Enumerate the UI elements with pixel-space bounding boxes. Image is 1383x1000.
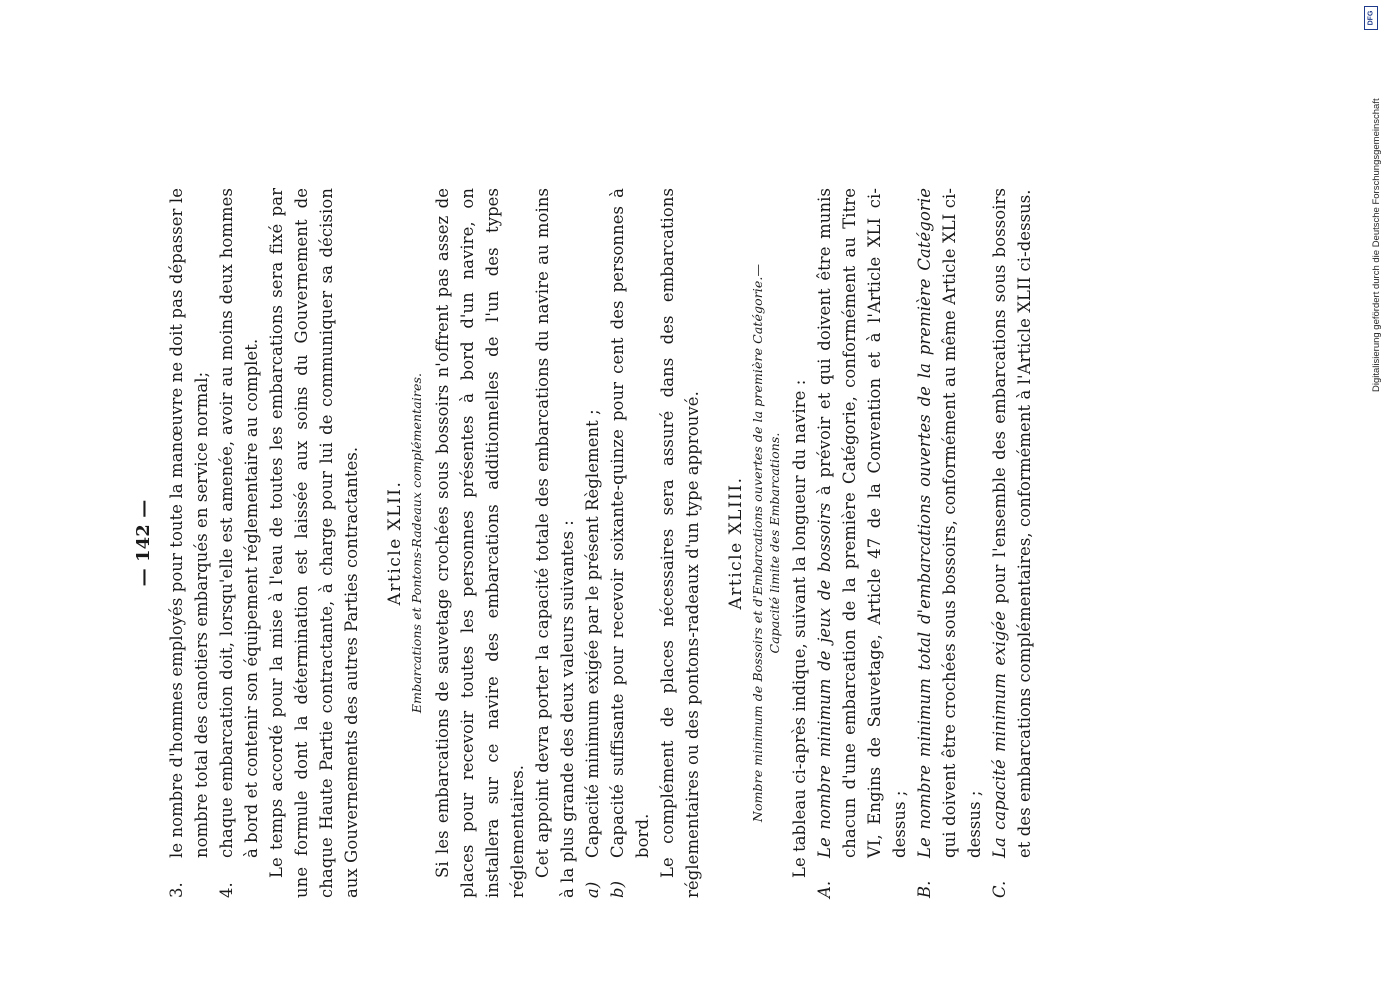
- item-text: Capacité minimum exigée par le présent Règlement ;: [583, 409, 602, 858]
- list-item-b: [605, 188, 655, 898]
- list-item-C: [987, 188, 1037, 898]
- article-42-paragraph-3: Le complément de places nécessaires sera assuré dans des embarcations réglementaires ou des pontons-radeaux d'un type approuvé.: [658, 188, 702, 898]
- list-item-a: [580, 188, 605, 898]
- dfg-watermark: [1364, 6, 1382, 406]
- list-item-4: [214, 188, 264, 898]
- page-number: — 142 —: [133, 499, 154, 587]
- item-lead: La capacité minimum exigée: [990, 610, 1009, 858]
- item-letter: B.: [915, 880, 934, 898]
- item-letter: C.: [990, 880, 1009, 898]
- item-number: 3.: [167, 882, 186, 898]
- article-43-intro: Le tableau ci-après indique, suivant la longueur du navire :: [790, 379, 809, 878]
- item-text: le nombre d'hommes employés pour toute la manœuvre ne doit pas dépasser le nombre total des canotiers embarqués en service normal;: [167, 188, 211, 858]
- item-letter: A.: [815, 880, 834, 898]
- dfg-logo: DFG: [1364, 6, 1378, 30]
- article-42-title: Article XLII.: [385, 480, 405, 606]
- item-text: qui doivent être crochées sous bossoirs, conformément au même Article XLI ci-dessus ;: [940, 188, 984, 858]
- list-item-B: [912, 188, 987, 898]
- item-text: pour l'ensemble des embarcations sous bossoirs et des embarcations complémentaires, conformément à l'Article XLII ci-dessus.: [990, 188, 1034, 858]
- article-43-title: Article XLIII.: [726, 476, 746, 610]
- paragraph-launch-time: Le temps accordé pour la mise à l'eau de toutes les embarcations sera fixé par une formule dont la détermination est laissée aux soins du Gouvernement de chaque Haute Partie contractante, à charge pour lui de communiquer sa décision aux Gouvernements des autres Parties contractantes.: [267, 188, 361, 898]
- item-number: 4.: [217, 882, 236, 898]
- item-letter: a): [583, 881, 602, 898]
- item-letter: b): [608, 880, 627, 898]
- article-42-paragraph-1: Si les embarcations de sauvetage crochées sous bossoirs n'offrent pas assez de places pour recevoir toutes les personnes présentes à bord d'un navire, on installera sur ce navire des embarcations additionnelles de l'un des types réglementaires.: [433, 188, 527, 898]
- item-lead: Le nombre minimum de jeux de bossoirs: [815, 502, 834, 858]
- article-43-subtitle-2: Capacité limite des Embarcations.: [767, 432, 782, 654]
- article-42-subtitle: Embarcations et Pontons-Radeaux complémentaires.: [409, 372, 424, 714]
- list-item-3: [164, 188, 214, 898]
- article-42-paragraph-2: Cet appoint devra porter la capacité totale des embarcations du navire au moins à la plus grande des deux valeurs suivantes :: [533, 188, 577, 898]
- document-page: [133, 188, 1050, 898]
- article-43-subtitle-1: Nombre minimum de Bossoirs et d'Embarcations ouvertes de la première Catégorie.—: [750, 263, 765, 823]
- item-lead: Le nombre minimum total d'embarcations ouvertes de la première Catégorie: [915, 188, 934, 858]
- item-text: chaque embarcation doit, lorsqu'elle est amenée, avoir au moins deux hommes à bord et contenir son équipement réglementaire au complet.: [217, 188, 261, 858]
- list-item-A: [812, 188, 912, 898]
- item-text: à prévoir et qui doivent être munis chacun d'une embarcation de la première Catégorie, conformément au Titre VI, Engins de Sauvetage, Article 47 de la Convention et à l'Article XLI ci-dessus ;: [815, 188, 909, 858]
- dfg-credit-text: Digitalisierung gefördert durch die Deutsche Forschungsgemeinschaft: [1371, 98, 1382, 392]
- item-text: Capacité suffisante pour recevoir soixante-quinze pour cent des personnes à bord.: [608, 188, 652, 858]
